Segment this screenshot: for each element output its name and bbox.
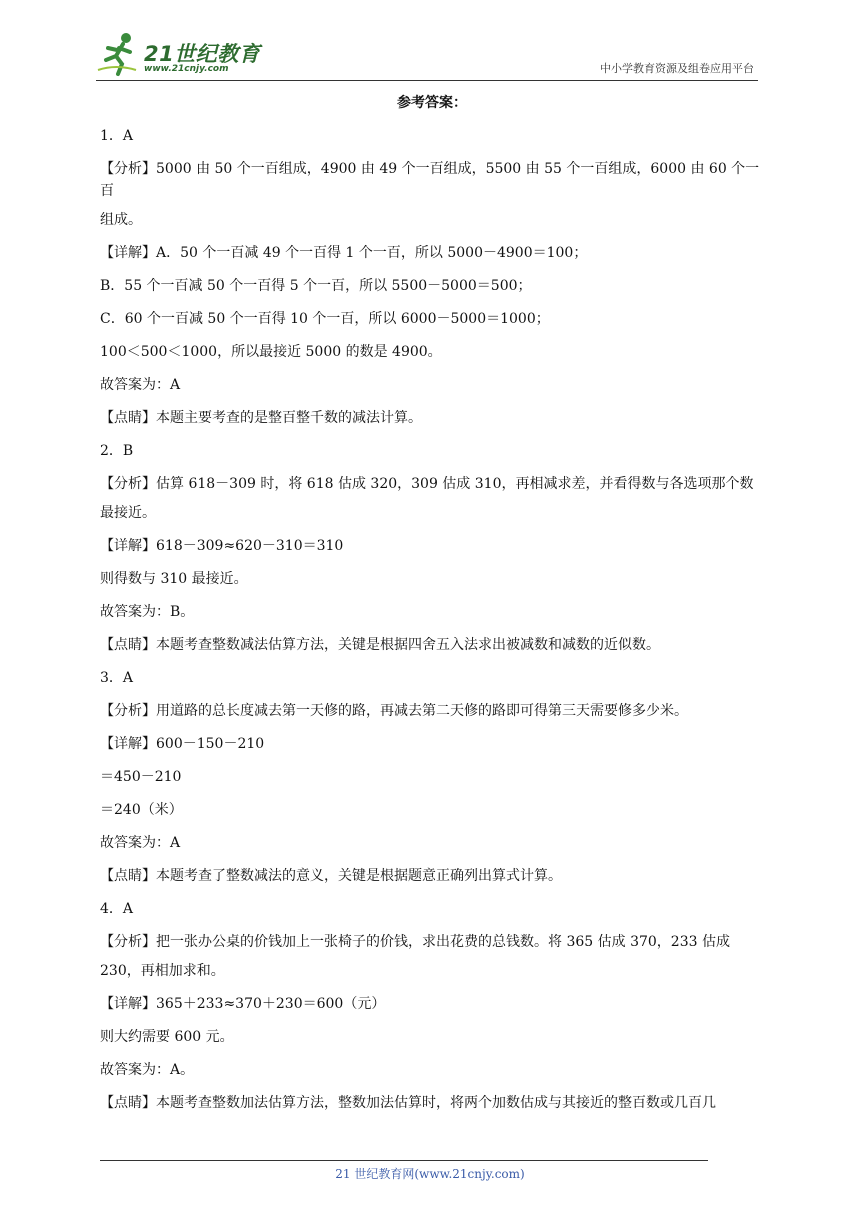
text-line: 230，再相加求和。	[100, 963, 225, 979]
text-line: 【点睛】本题考查了整数减法的意义，关键是根据题意正确列出算式计算。	[100, 868, 562, 884]
page-header	[96, 30, 758, 81]
text-line: ＝240（米）	[100, 802, 183, 818]
text-line: 故答案为：A。	[100, 1062, 195, 1078]
text-line: 【详解】618－309≈620－310＝310	[100, 538, 344, 554]
platform-name: 中小学教育资源及组卷应用平台	[600, 62, 754, 75]
text-line: 【点睛】本题考查整数减法估算方法，关键是根据四舍五入法求出被减数和减数的近似数。	[100, 637, 660, 653]
text-line: 最接近。	[100, 505, 156, 521]
text-line: 1．A	[100, 128, 134, 144]
text-line: 【详解】365＋233≈370＋230＝600（元）	[100, 996, 386, 1012]
answer-content	[100, 92, 764, 1125]
text-line: 故答案为：A	[100, 377, 181, 393]
text-line: 则得数与 310 最接近。	[100, 571, 248, 587]
text-line: 【点睛】本题考查整数加法估算方法，整数加法估算时，将两个加数估成与其接近的整百数或几百几	[100, 1095, 716, 1111]
page-footer: 21 世纪教育网(www.21cnjy.com)	[335, 1167, 525, 1181]
text-line: 故答案为：B。	[100, 604, 195, 620]
text-line: 【分析】把一张办公桌的价钱加上一张椅子的价钱，求出花费的总钱数。将 365 估成 370，233 估成	[100, 934, 730, 950]
text-line: 4．A	[100, 901, 134, 917]
text-line: 3．A	[100, 670, 134, 686]
text-line: 故答案为：A	[100, 835, 181, 851]
footer-divider	[100, 1160, 708, 1161]
text-line: 100＜500＜1000，所以最接近 5000 的数是 4900。	[100, 344, 442, 360]
text-line: C．60 个一百减 50 个一百得 10 个一百，所以 6000－5000＝1000；	[100, 311, 550, 327]
text-line: 【分析】用道路的总长度减去第一天修的路，再减去第二天修的路即可得第三天需要修多少米。	[100, 703, 688, 719]
text-line: 2．B	[100, 443, 134, 459]
page-title: 参考答案：	[397, 95, 467, 111]
logo-url-text: www.21cnjy.com	[144, 64, 229, 74]
text-line: 则大约需要 600 元。	[100, 1029, 234, 1045]
text-line: 【分析】估算 618－309 时，将 618 估成 320，309 估成 310，再相减求差，并看得数与各选项那个数	[100, 476, 754, 492]
text-line: 【详解】600－150－210	[100, 736, 265, 752]
text-line: B．55 个一百减 50 个一百得 5 个一百，所以 5500－5000＝500；	[100, 278, 532, 294]
text-line: 【详解】A．50 个一百减 49 个一百得 1 个一百，所以 5000－4900＝100；	[100, 245, 588, 261]
logo-brand-text: 21世纪教育	[144, 42, 261, 66]
text-line: 【点睛】本题主要考查的是整百整千数的减法计算。	[100, 410, 422, 426]
text-line: 组成。	[100, 212, 142, 228]
running-figure-logo-icon	[96, 30, 144, 78]
site-logo	[96, 30, 266, 78]
text-line: ＝450－210	[100, 769, 182, 785]
text-line: 【分析】5000 由 50 个一百组成，4900 由 49 个一百组成，5500 由 55 个一百组成，6000 由 60 个一百	[100, 161, 760, 199]
